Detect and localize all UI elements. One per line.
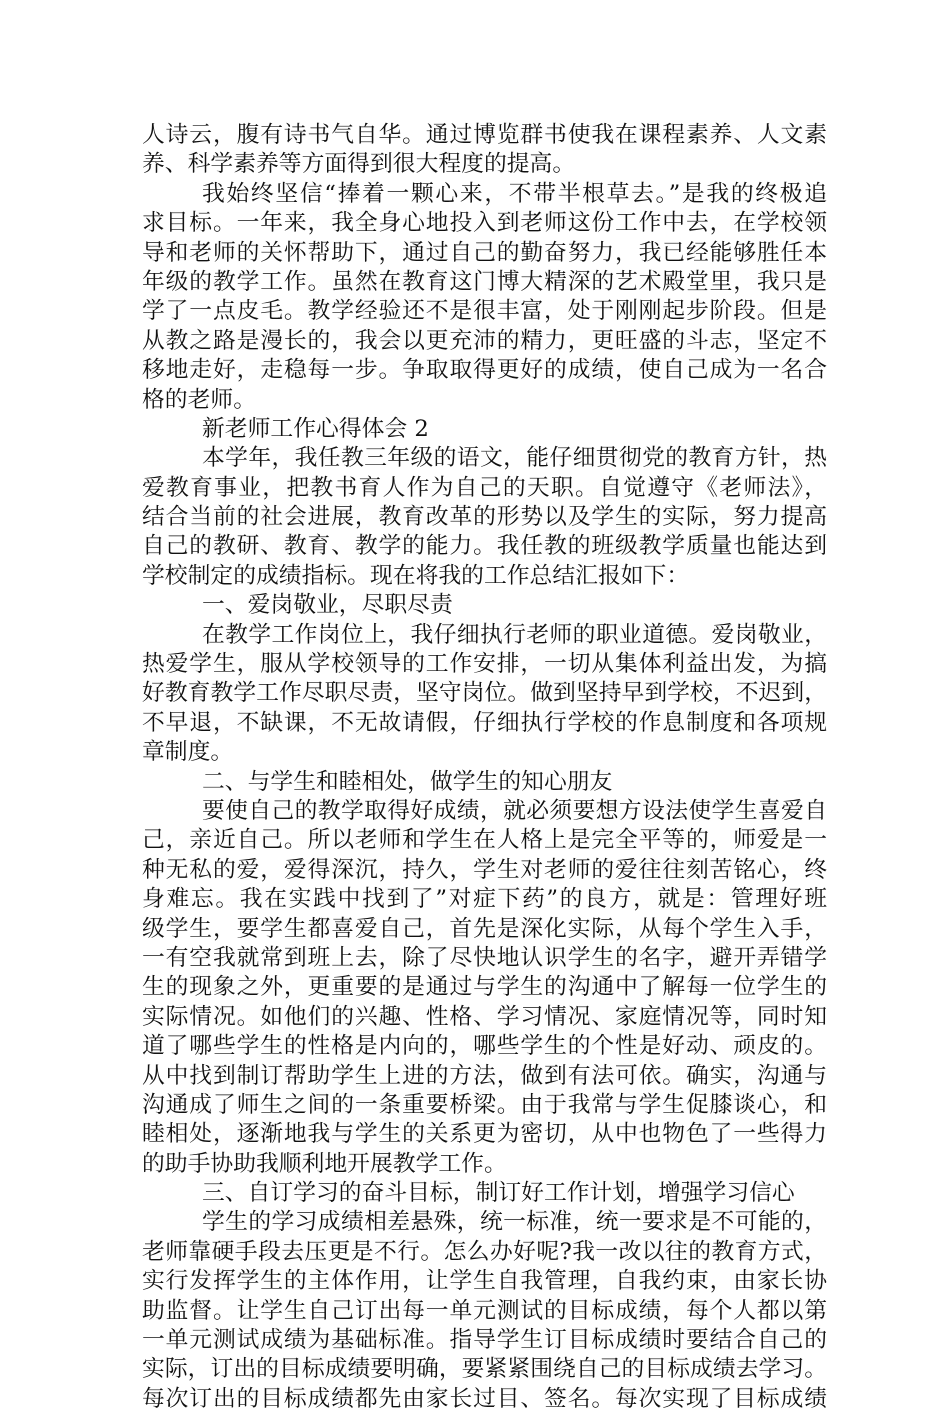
text-line: 不早退，不缺课，不无故请假，仔细执行学校的作息制度和各项规 <box>142 709 827 736</box>
text-line: 热爱学生，服从学校领导的工作安排，一切从集体利益出发，为搞 <box>142 651 827 678</box>
text-line: 实际，订出的目标成绩要明确，要紧紧围绕自己的目标成绩去学习。 <box>142 1356 827 1383</box>
text-line: 新老师工作心得体会 2 <box>202 415 429 442</box>
text-line: 人诗云，腹有诗书气自华。通过博览群书使我在课程素养、人文素 <box>142 122 827 148</box>
text-line: 导和老师的关怀帮助下，通过自己的勤奋努力，我已经能够胜任本 <box>142 239 827 266</box>
text-line: 从教之路是漫长的，我会以更充沛的精力，更旺盛的斗志，坚定不 <box>142 327 827 354</box>
text-line: 三、自订学习的奋斗目标，制订好工作计划，增强学习信心 <box>202 1180 795 1207</box>
text-line: 的助手协助我顺利地开展教学工作。 <box>142 1150 507 1177</box>
text-line: 我始终坚信“捧着一颗心来，不带半根草去。”是我的终极追 <box>202 180 827 207</box>
text-line: 身难忘。我在实践中找到了”对症下药”的良方，就是：管理好班 <box>142 886 827 913</box>
text-line: 格的老师。 <box>142 386 256 413</box>
text-line: 生的现象之外，更重要的是通过与学生的沟通中了解每一位学生的 <box>142 974 827 1001</box>
text-line: 每次订出的目标成绩都先由家长过目、签名。每次实现了目标成绩 <box>142 1385 827 1412</box>
text-line: 沟通成了师生之间的一条重要桥梁。由于我常与学生促膝谈心，和 <box>142 1091 827 1118</box>
text-line: 结合当前的社会进展，教育改革的形势以及学生的实际，努力提高 <box>142 504 827 531</box>
text-line: 爱教育事业，把教书育人作为自己的天职。自觉遵守《老师法》， <box>142 474 827 501</box>
text-line: 实行发挥学生的主体作用，让学生自我管理，自我约束，由家长协 <box>142 1268 827 1295</box>
text-line: 年级的教学工作。虽然在教育这门博大精深的艺术殿堂里，我只是 <box>142 268 827 295</box>
text-line: 老师靠硬手段去压更是不行。怎么办好呢?我一改以往的教育方式， <box>142 1238 827 1265</box>
text-line: 从中找到制订帮助学生上进的方法，做到有法可依。确实，沟通与 <box>142 1062 827 1089</box>
text-line: 要使自己的教学取得好成绩，就必须要想方设法使学生喜爱自 <box>202 797 827 824</box>
text-line: 好教育教学工作尽职尽责，坚守岗位。做到坚持早到学校，不迟到， <box>142 680 827 707</box>
text-line: 移地走好，走稳每一步。争取取得更好的成绩，使自己成为一名合 <box>142 357 827 384</box>
text-line: 自己的教研、教育、教学的能力。我任教的班级教学质量也能达到 <box>142 533 827 560</box>
text-line: 道了哪些学生的性格是内向的，哪些学生的个性是好动、顽皮的。 <box>142 1033 827 1060</box>
text-line: 助监督。让学生自己订出每一单元测试的目标成绩，每个人都以第 <box>142 1297 827 1324</box>
text-line: 一有空我就常到班上去，除了尽快地认识学生的名字，避开弄错学 <box>142 944 827 971</box>
text-line: 一、爱岗敬业，尽职尽责 <box>202 592 453 619</box>
text-line: 睦相处，逐渐地我与学生的关系更为密切，从中也物色了一些得力 <box>142 1121 827 1148</box>
text-line: 级学生，要学生都喜爱自己，首先是深化实际，从每个学生入手， <box>142 915 827 942</box>
text-line: 求目标。一年来，我全身心地投入到老师这份工作中去，在学校领 <box>142 210 827 237</box>
text-line: 实际情况。如他们的兴趣、性格、学习情况、家庭情况等，同时知 <box>142 1003 827 1030</box>
text-line: 学生的学习成绩相差悬殊，统一标准，统一要求是不可能的， <box>202 1209 827 1236</box>
text-line: 本学年，我任教三年级的语文，能仔细贯彻党的教育方针，热 <box>202 445 827 472</box>
text-line: 养、科学素养等方面得到很大程度的提高。 <box>142 151 576 178</box>
text-line: 学校制定的成绩指标。现在将我的工作总结汇报如下： <box>142 562 690 589</box>
text-line: 在教学工作岗位上，我仔细执行老师的职业道德。爱岗敬业， <box>202 621 827 648</box>
text-line: 学了一点皮毛。教学经验还不是很丰富，处于刚刚起步阶段。但是 <box>142 298 827 325</box>
document-body <box>142 121 827 1414</box>
text-line: 己，亲近自己。所以老师和学生在人格上是完全平等的，师爱是一 <box>142 827 827 854</box>
text-line: 一单元测试成绩为基础标准。指导学生订目标成绩时要结合自己的 <box>142 1327 827 1354</box>
text-line: 种无私的爱，爱得深沉，持久，学生对老师的爱往往刻苦铭心，终 <box>142 856 827 883</box>
text-line: 章制度。 <box>142 739 234 766</box>
text-line: 二、与学生和睦相处，做学生的知心朋友 <box>202 768 613 795</box>
